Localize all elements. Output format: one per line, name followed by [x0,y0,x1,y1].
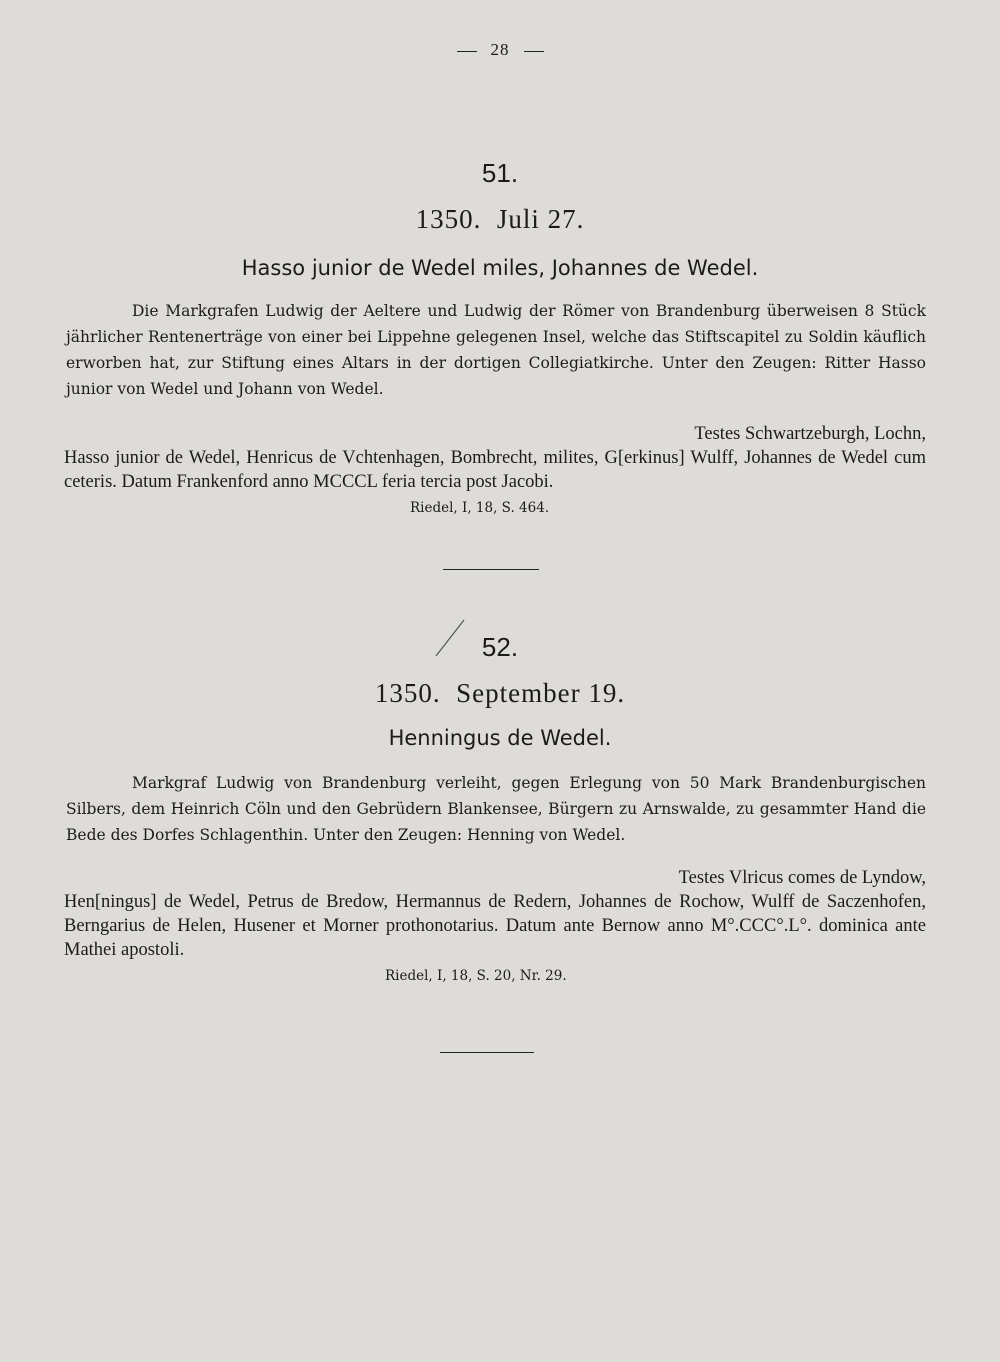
latin-first-line: Testes Vlricus comes de Lyndow, [678,868,926,888]
document-number-51: 51. [481,158,519,188]
separator-rule [443,569,539,570]
document-heading-52: Henningus de Wedel. [388,726,612,750]
date-year: 1350. [415,204,482,234]
document-number-52: 52. [481,632,519,662]
page-number: 28 [0,40,1000,60]
latin-body: Hen[ningus] de Wedel, Petrus de Bredow, Hermannus de Redern, Johannes de Rochow, Wulff de Saczenhofen, Berngarius de Helen, Husener et Morner prothonotarius. Datum ante Bernow anno M°.CCC°.L°. dominica ante Mathei apostoli. [64,892,926,960]
latin-text-51 [64,422,926,494]
source-reference-51: Riedel, I, 18, S. 464. [410,500,550,516]
latin-text-52 [64,866,926,962]
document-heading-51: Hasso junior de Wedel miles, Johannes de Wedel. [241,256,759,280]
regest-52: Markgraf Ludwig von Brandenburg verleiht, gegen Erlegung von 50 Mark Brandenburgischen Silbers, dem Heinrich Cöln und den Gebrüdern Blankensee, Bürgern zu Arnswalde, zu gesammter Hand die Bede des Dorfes Schlagenthin. Unter den Zeugen: Henning von Wedel. [66,774,926,844]
dash-left [457,51,477,52]
source-reference-52: Riedel, I, 18, S. 20, Nr. 29. [385,968,567,984]
date-day: September 19. [456,678,626,708]
end-rule [440,1052,534,1053]
dash-right [524,51,544,52]
regest-51: Die Markgrafen Ludwig der Aeltere und Ludwig der Römer von Brandenburg überweisen 8 Stück jährlicher Rentenerträge von einer bei Lippehne gelegenen Insel, welche das Stiftscapitel zu Soldin käuflich erworben hat, zur Stiftung eines Altars in der dortigen Collegiatkirche. Unter den Zeugen: Ritter Hasso junior von Wedel und Johann von Wedel. [66,302,926,398]
latin-first-line: Testes Schwartzeburgh, Lochn, [694,424,926,444]
date-day: Juli 27. [496,204,585,234]
document-date-52 [0,678,1000,709]
date-year: 1350. [374,678,441,708]
document-date-51 [0,204,1000,235]
latin-body: Hasso junior de Wedel, Henricus de Vchtenhagen, Bombrecht, milites, G[erkinus] Wulff, Johannes de Wedel cum ceteris. Datum Frankenford anno MCCCL feria tercia post Jacobi. [64,448,926,492]
